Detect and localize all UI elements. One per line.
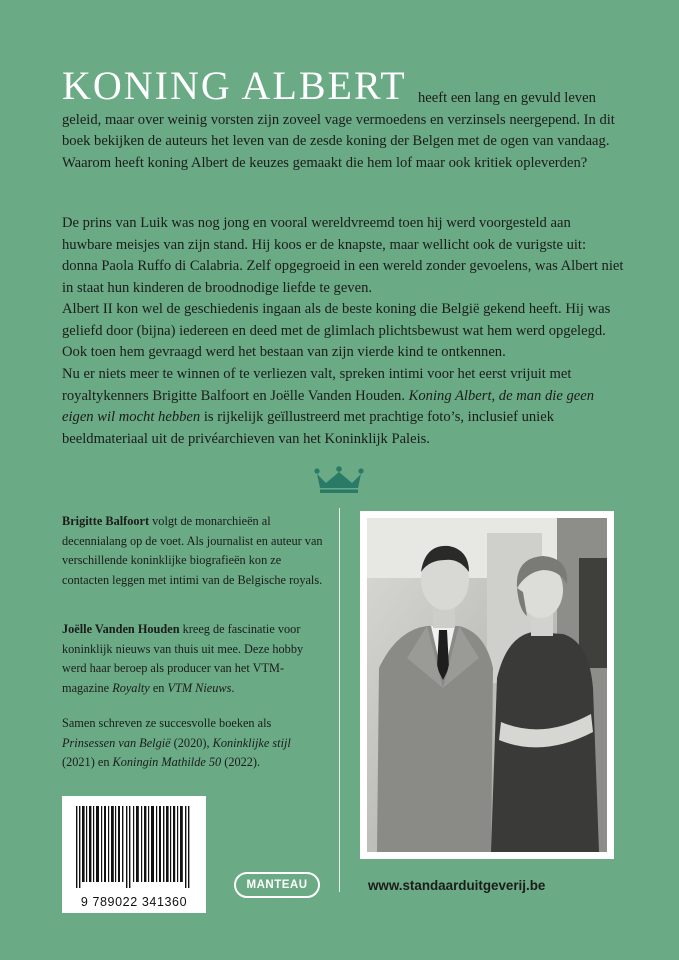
paragraph-prince-b: Albert II kon wel de geschiedenis ingaan als de beste koning die België gekend heeft. Hij was geliefd door (bijna) iedereen en deed met de glimlach plichtsbewust wat hem werd opgelegd. Ook toen hem gevraagd werd het bestaan van zijn vierde kind te ontkennen.	[62, 301, 611, 360]
column-divider	[339, 508, 340, 892]
bio-joint-books	[62, 714, 324, 773]
paragraph-book-b: is rijkelijk geïllustreerd met prachtige foto’s, inclusief uniek beeldmateriaal uit de privéarchieven van het Koninklijk Paleis.	[62, 409, 555, 447]
book-title: KONING ALBERT	[62, 63, 407, 108]
royal-couple-photo	[360, 511, 614, 859]
intro-text: heeft een lang en gevuld leven geleid, maar over weinig vorsten zijn zoveel vage vermoedens en verzinsels neergepend. In dit boek bekijken de auteurs het leven van de zesde koning der Belgen met de ogen van vandaag. Waarom heeft koning Albert de keuzes gemaakt die hem lof maar ook kritiek opleverden?	[62, 90, 615, 171]
author-name-2: Joëlle Vanden Houden	[62, 622, 180, 636]
barcode-icon	[74, 806, 194, 888]
bio-joelle	[62, 620, 324, 698]
paragraph-book-a: Nu er niets meer te winnen of te verliezen valt, spreken intimi voor het eerst vrijuit met royaltykenners Brigitte Balfoort en Joëlle Vanden Houden.	[62, 366, 572, 404]
crown-icon	[313, 466, 365, 494]
magazine-royalty: Royalty	[112, 680, 150, 695]
author-name-1: Brigitte Balfoort	[62, 514, 150, 528]
bio-brigitte-text: volgt de monarchieën al decennialang op de voet. Als journalist en auteur van verschillende koninklijke biografieën kon ze contacten leggen met intimi van de Belgische royals.	[62, 514, 323, 587]
joint-text-b: (2020),	[170, 735, 213, 750]
isbn-number: 9 789022 341360	[80, 895, 188, 909]
paragraph-book	[62, 364, 624, 450]
book-koninklijke-stijl: Koninklijke stijl	[212, 735, 291, 750]
bio-joelle-text-a: kreeg de fascinatie voor koninklijk nieuws van thuis uit mee. Deze hobby werd haar beroep als producer van het VTM-magazine	[62, 622, 304, 695]
barcode	[62, 796, 206, 913]
publisher-website[interactable]: www.standaarduitgeverij.be	[368, 878, 546, 893]
bio-brigitte	[62, 512, 324, 590]
joint-text-a: Samen schreven ze succesvolle boeken als	[62, 716, 272, 730]
paragraph-prince	[62, 213, 624, 364]
bio-joelle-text-b: en	[149, 680, 168, 695]
bio-joelle-text-c: .	[231, 680, 235, 695]
book-mathilde: Koningin Mathilde 50	[112, 755, 222, 769]
photo-illustration	[367, 518, 607, 852]
paragraph-prince-a: De prins van Luik was nog jong en vooral wereldvreemd toen hij werd voorgesteld aan huwbare meisjes van zijn stand. Hij koos er de knapste, maar wellicht ook de vurigste uit: donna Paola Ruffo di Calabria. Zelf opgegroeid in een wereld zonder gevoelens, was Albert niet in staat hun kinderen de broodnodige liefde te geven.	[62, 215, 624, 296]
joint-text-c: (2021) en	[62, 755, 113, 769]
book-title-italic: Koning Albert, de man die geen eigen wil mocht hebben	[62, 387, 595, 425]
intro-paragraph	[62, 88, 622, 174]
publisher-logo: MANTEAU	[234, 872, 320, 898]
book-prinsessen: Prinsessen van België	[62, 735, 171, 750]
magazine-vtm-nieuws: VTM Nieuws	[167, 680, 232, 695]
joint-text-d: (2022).	[221, 755, 261, 769]
